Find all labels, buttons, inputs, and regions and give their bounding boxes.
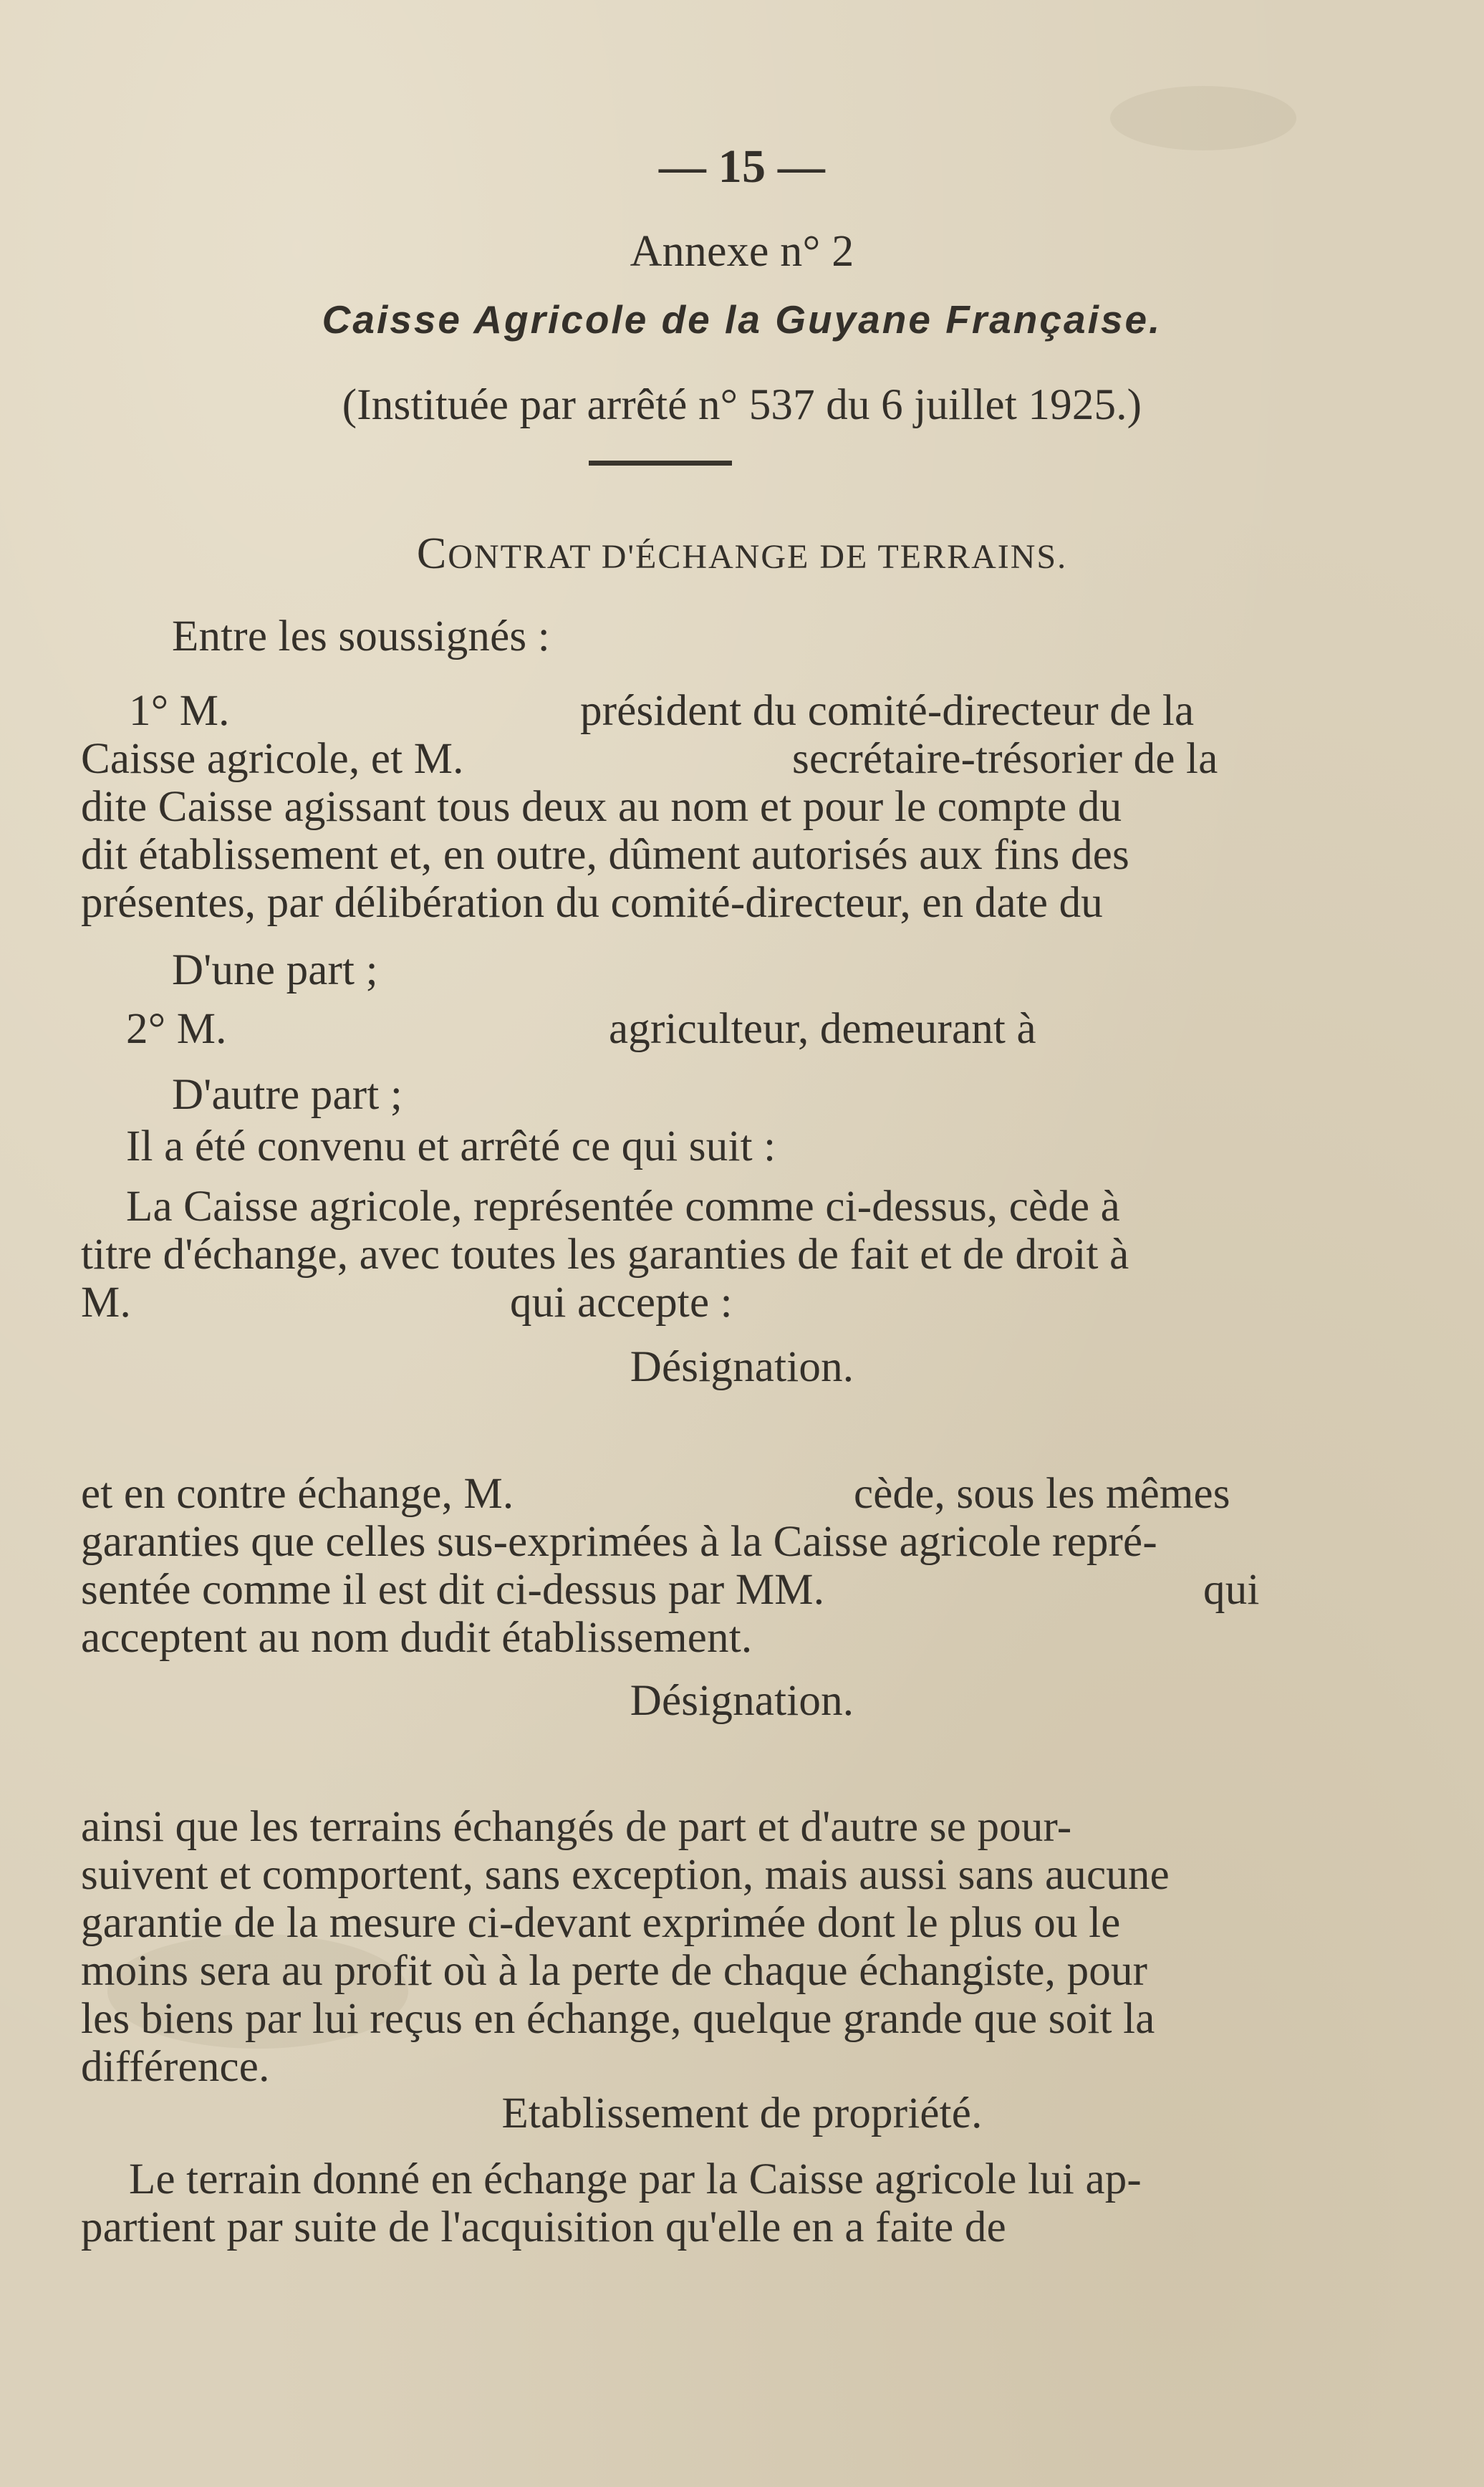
text-line-p2-a: 2° M. xyxy=(126,1005,227,1053)
text-line-contre-l1-a: et en contre échange, M. xyxy=(81,1470,514,1518)
text-line-p2-b: agriculteur, demeurant à xyxy=(609,1005,1036,1053)
text-line-ainsi-l3: garantie de la mesure ci-devant exprimée dont le plus ou le xyxy=(81,1899,1121,1947)
text-line-ainsi-l4: moins sera au profit où à la perte de chaque échangiste, pour xyxy=(81,1947,1148,1995)
text-line-p1-l2-b: secrétaire-trésorier de la xyxy=(792,735,1218,783)
text-line-ainsi-l2: suivent et comportent, sans exception, mais aussi sans aucune xyxy=(81,1851,1170,1899)
designation-heading-2: Désignation. xyxy=(630,1677,854,1725)
text-line-terrain-l1: Le terrain donné en échange par la Caisse agricole lui ap- xyxy=(129,2155,1142,2203)
text-line-contre-l2: garanties que celles sus-exprimées à la Caisse agricole repré- xyxy=(81,1518,1157,1566)
text-line-cede-l3-b: qui accepte : xyxy=(510,1279,733,1327)
text-line-p1-l4: dit établissement et, en outre, dûment autorisés aux fins des xyxy=(81,831,1129,879)
text-line-p1-l5: présentes, par délibération du comité-directeur, en date du xyxy=(81,879,1104,927)
contract-title xyxy=(0,530,1484,581)
text-line-convenu: Il a été convenu et arrêté ce qui suit : xyxy=(126,1122,776,1170)
text-line-autre-part: D'autre part ; xyxy=(172,1071,403,1119)
annex-title: Annexe n° 2 xyxy=(630,227,854,276)
title-divider xyxy=(589,461,732,466)
text-line-ainsi-l1: ainsi que les terrains échangés de part et d'autre se pour- xyxy=(81,1803,1072,1851)
text-line-ainsi-l6: différence. xyxy=(81,2043,270,2091)
text-line-contre-l1-b: cède, sous les mêmes xyxy=(854,1470,1230,1518)
text-line-p1-a: 1° M. xyxy=(129,687,230,735)
text-line-cede-l1: La Caisse agricole, représentée comme ci-dessus, cède à xyxy=(126,1183,1120,1231)
etablissement-heading: Etablissement de propriété. xyxy=(501,2089,983,2137)
contract-title-initial: C xyxy=(416,529,448,578)
text-line-entre: Entre les soussignés : xyxy=(172,612,550,660)
text-line-ainsi-l5: les biens par lui reçus en échange, quelque grande que soit la xyxy=(81,1995,1155,2043)
designation-heading-1: Désignation. xyxy=(630,1343,854,1391)
page-number: — 15 — xyxy=(658,140,826,193)
text-line-cede-l3-a: M. xyxy=(81,1279,131,1327)
text-line-une-part: D'une part ; xyxy=(172,946,378,994)
contract-title-rest: ONTRAT D'ÉCHANGE DE TERRAINS. xyxy=(448,538,1068,576)
text-line-cede-l2: titre d'échange, avec toutes les garanties de fait et de droit à xyxy=(81,1231,1129,1279)
text-line-contre-l3-b: qui xyxy=(1203,1566,1260,1614)
text-line-p1-l2-a: Caisse agricole, et M. xyxy=(81,735,464,783)
institution-name: Caisse Agricole de la Guyane Française. xyxy=(322,297,1162,342)
text-line-contre-l3-a: sentée comme il est dit ci-dessus par MM. xyxy=(81,1566,825,1614)
text-line-p1-b: président du comité-directeur de la xyxy=(580,687,1195,735)
institution-note: (Instituée par arrêté n° 537 du 6 juillet 1925.) xyxy=(342,381,1142,429)
text-line-contre-l4: acceptent au nom dudit établissement. xyxy=(81,1614,753,1662)
paper-stain xyxy=(1110,86,1296,150)
text-line-terrain-l2: partient par suite de l'acquisition qu'elle en a faite de xyxy=(81,2203,1006,2251)
text-line-p1-l3: dite Caisse agissant tous deux au nom et pour le compte du xyxy=(81,783,1122,831)
